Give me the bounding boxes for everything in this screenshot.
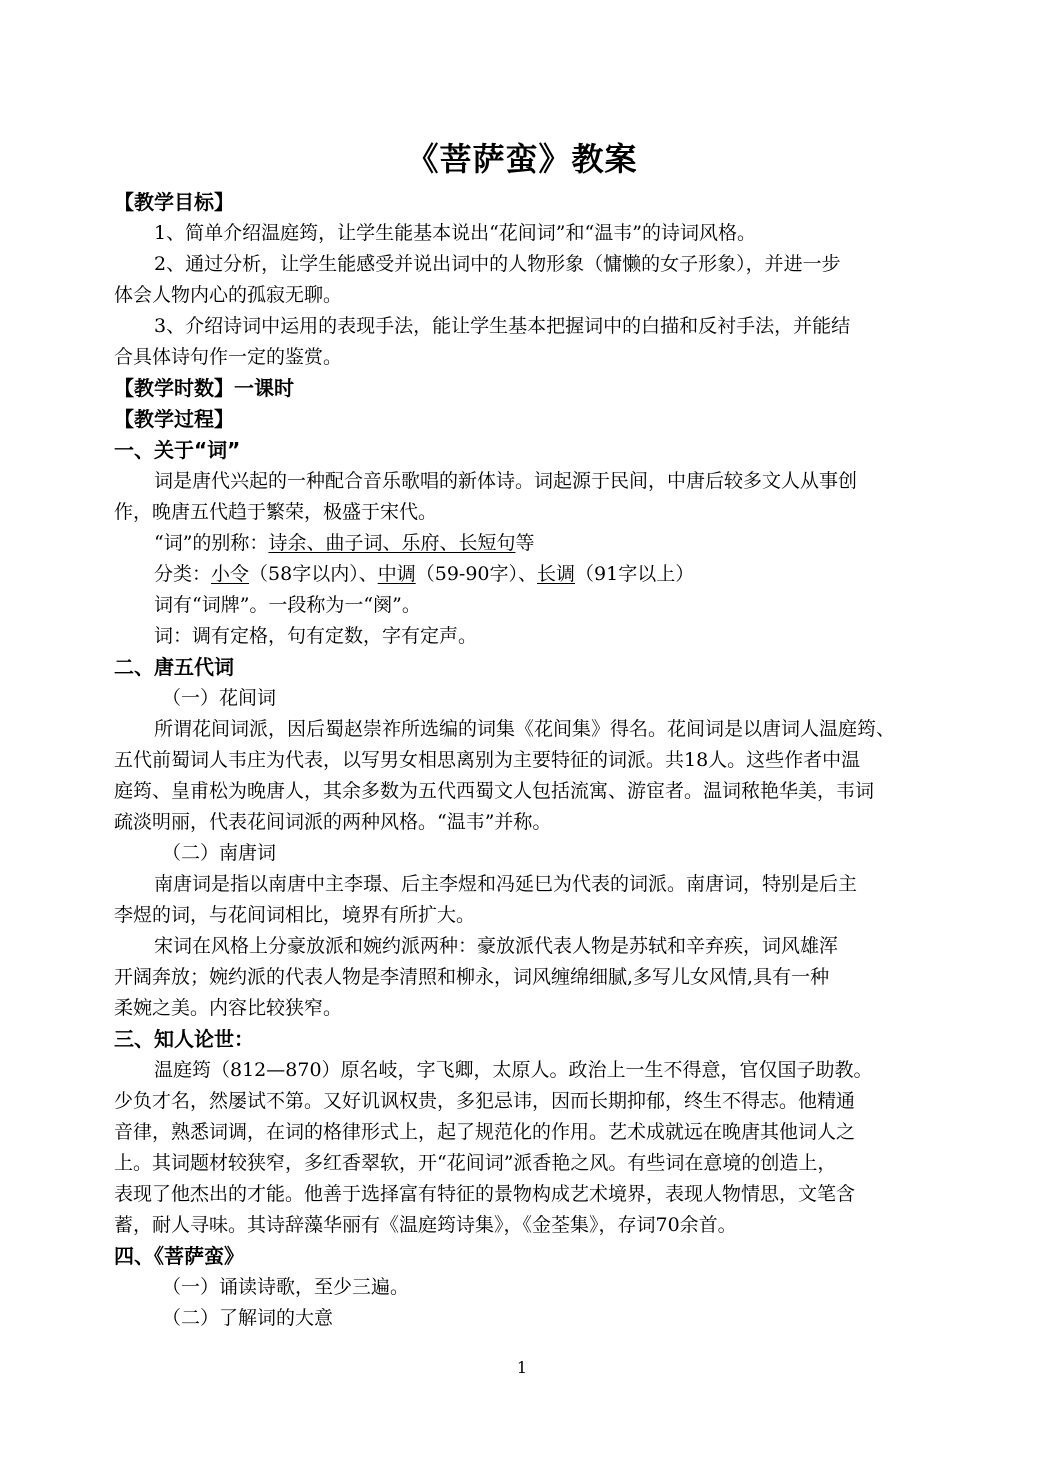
- classification-xiaoling-note: （58字以内）、: [249, 563, 378, 585]
- section-2-para-2-line-1: 南唐词是指以南唐中主李璟、后主李煜和冯延巳为代表的词派。南唐词，特别是后主: [154, 873, 858, 895]
- section-4-sub-1: （一）诵读诗歌，至少三遍。: [162, 1276, 410, 1298]
- section-2-para-3-line-1: 宋词在风格上分豪放派和婉约派两种：豪放派代表人物是苏轼和辛弃疾，词风雄浑: [154, 935, 839, 957]
- section-1-para-1-line-1: 词是唐代兴起的一种配合音乐歌唱的新体诗。词起源于民间，中唐后较多文人从事创: [154, 470, 858, 492]
- section-2-para-1-line-1: 所谓花间词派，因后蜀赵崇祚所选编的词集《花间集》得名。花间词是以唐词人温庭筠、: [154, 718, 896, 740]
- document-body: [114, 187, 948, 1334]
- section-4-sub-2: （二）了解词的大意: [162, 1307, 334, 1329]
- section-1-para-4: 词有“词牌”。一段称为一“阕”。: [154, 594, 421, 616]
- classification-xiaoling: 小令: [211, 563, 250, 585]
- hours-value: 一课时: [234, 376, 294, 400]
- section-2-sub-2: （二）南唐词: [162, 842, 277, 864]
- section-3-para-line-2: 少负才名，然屡试不第。又好讥讽权贵，多犯忌讳，因而长期抑郁，终生不得志。他精通: [114, 1090, 856, 1112]
- classification-prefix: 分类：: [154, 563, 212, 585]
- objective-2-line-2: 体会人物内心的孤寂无聊。: [114, 284, 343, 306]
- objective-3-line-2: 合具体诗句作一定的鉴赏。: [114, 346, 343, 368]
- process-heading: 【教学过程】: [114, 407, 234, 431]
- page-number: 1: [516, 1358, 528, 1377]
- section-3-para-line-1: 温庭筠（812—870）原名岐，字飞卿，太原人。政治上一生不得意，官仅国子助教。: [154, 1059, 873, 1081]
- section-2-para-1-line-2: 五代前蜀词人韦庄为代表，以写男女相思离别为主要特征的词派。共18人。这些作者中温: [114, 749, 861, 771]
- section-4-heading: 四、《菩萨蛮》: [114, 1244, 244, 1268]
- section-3-para-line-3: 音律，熟悉词调，在词的格律形式上，起了规范化的作用。艺术成就远在晚唐其他词人之: [114, 1121, 856, 1143]
- objectives-heading: 【教学目标】: [114, 190, 234, 214]
- section-2-para-1-line-4: 疏淡明丽，代表花间词派的两种风格。“温韦”并称。: [114, 811, 552, 833]
- ci-aliases-line: [114, 528, 948, 559]
- section-1-para-5: 词：调有定格，句有定数，字有定声。: [154, 625, 478, 647]
- objective-1: 1、简单介绍温庭筠，让学生能基本说出“花间词”和“温韦”的诗词风格。: [154, 222, 756, 244]
- ci-classification-line: [114, 559, 948, 590]
- hours-line: [114, 373, 948, 404]
- ci-aliases-prefix: “词”的别称：: [154, 532, 269, 554]
- section-1-para-1-line-2: 作，晚唐五代趋于繁荣，极盛于宋代。: [114, 501, 438, 523]
- section-3-heading: 三、知人论世：: [114, 1027, 254, 1051]
- objective-2-line-1: 2、通过分析，让学生能感受并说出词中的人物形象（慵懒的女子形象），并进一步: [154, 253, 841, 275]
- section-3-para-line-4: 上。其词题材较狭窄，多红香翠软，开“花间词”派香艳之风。有些词在意境的创造上，: [114, 1152, 837, 1174]
- section-3-para-line-6: 蓄，耐人寻味。其诗辞藻华丽有《温庭筠诗集》，《金荃集》，存词70余首。: [114, 1214, 737, 1236]
- section-2-para-2-line-2: 李煜的词，与花间词相比，境界有所扩大。: [114, 904, 476, 926]
- hours-heading: 【教学时数】: [114, 376, 234, 400]
- section-2-para-1-line-3: 庭筠、皇甫松为晚唐人，其余多数为五代西蜀文人包括流寓、游宦者。温词秾艳华美，韦词: [114, 780, 875, 802]
- ci-aliases-suffix: 等: [515, 532, 535, 554]
- section-2-para-3-line-2: 开阔奔放；婉约派的代表人物是李清照和柳永，词风缠绵细腻,多写儿女风情,具有一种: [114, 966, 830, 988]
- section-2-sub-1: （一）花间词: [162, 687, 277, 709]
- classification-changdiao: 长调: [537, 563, 576, 585]
- page-title: 《菩萨蛮》教案: [406, 140, 638, 178]
- section-2-heading: 二、唐五代词: [114, 655, 234, 679]
- section-3-para-line-5: 表现了他杰出的才能。他善于选择富有特征的景物构成艺术境界，表现人物情思，文笔含: [114, 1183, 856, 1205]
- section-2-para-3-line-3: 柔婉之美。内容比较狭窄。: [114, 997, 343, 1019]
- classification-zhongdiao-note: （59-90字）、: [415, 563, 538, 585]
- classification-changdiao-note: （91字以上）: [575, 563, 695, 585]
- objective-3-line-1: 3、介绍诗词中运用的表现手法，能让学生基本把握词中的白描和反衬手法，并能结: [154, 315, 851, 337]
- section-1-heading: 一、关于“词”: [114, 438, 241, 462]
- classification-zhongdiao: 中调: [377, 563, 416, 585]
- ci-aliases-names: 诗余、曲子词、乐府、长短句: [268, 532, 516, 554]
